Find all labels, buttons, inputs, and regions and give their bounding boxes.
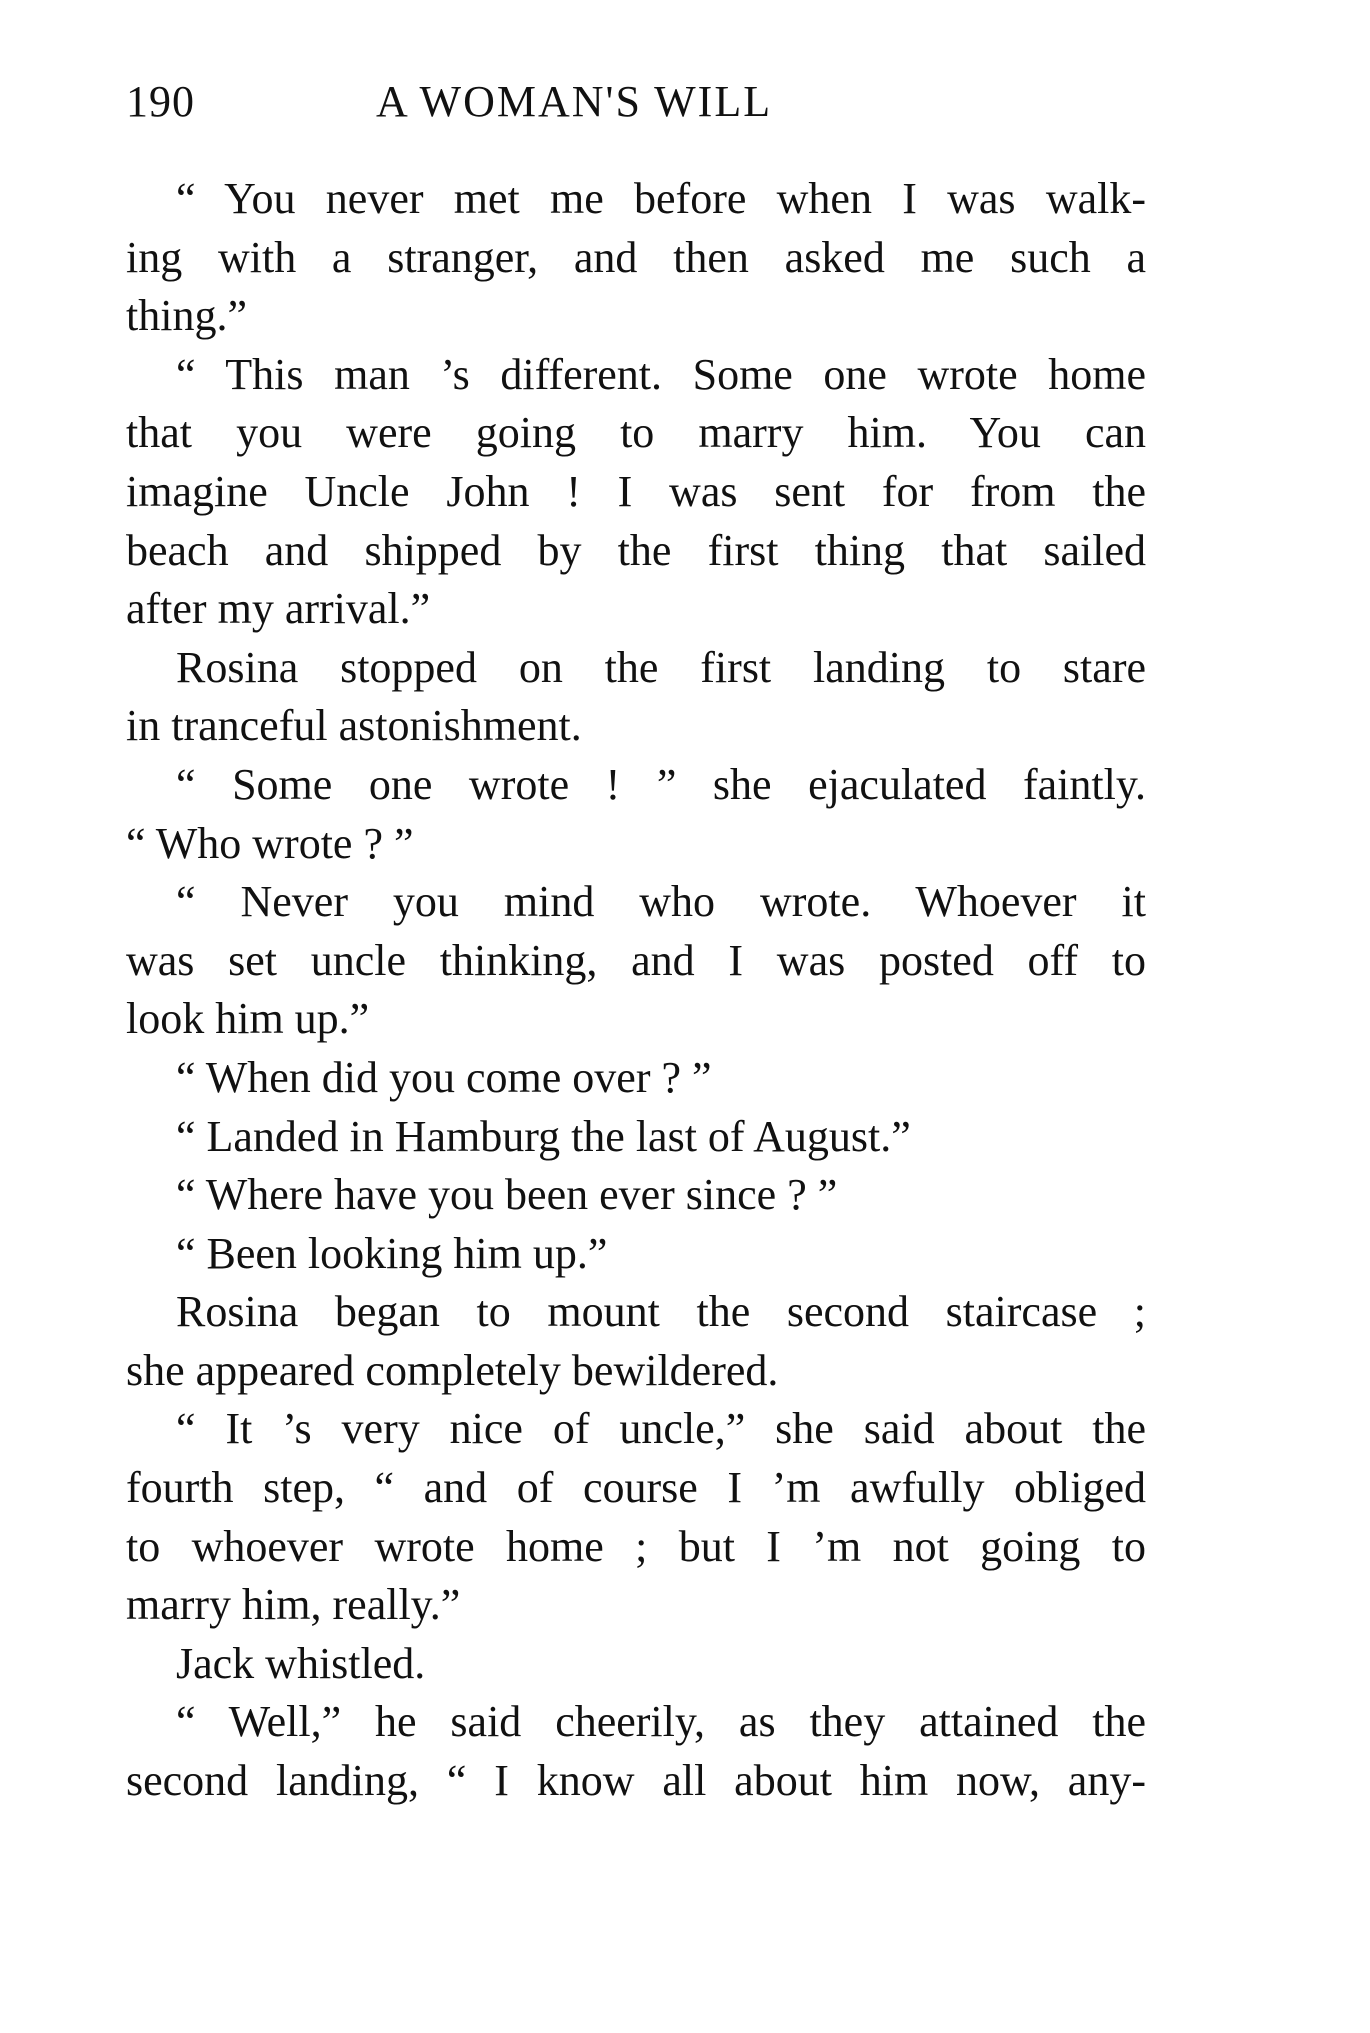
text-line: thing.” (126, 291, 247, 341)
text-line: in tranceful astonishment. (126, 701, 582, 751)
text-line: “ Well,” he said cheerily, as they attained the (176, 1697, 1146, 1747)
running-title: A WOMAN'S WILL (376, 77, 773, 126)
text-line: was set uncle thinking, and I was posted off to (126, 935, 1146, 985)
text-line: Jack whistled. (176, 1638, 426, 1688)
text-line: to whoever wrote home ; but I ’m not going to (126, 1521, 1146, 1571)
text-line: “ You never met me before when I was walk- (176, 174, 1146, 223)
text-line: “ It ’s very nice of uncle,” she said about the (176, 1404, 1146, 1454)
body-text (126, 170, 1146, 1811)
text-line: second landing, “ I know all about him now, any- (126, 1756, 1146, 1806)
text-line: she appeared completely bewildered. (126, 1345, 779, 1395)
text-line: “ Landed in Hamburg the last of August.” (176, 1111, 911, 1161)
text-line: “ Some one wrote ! ” she ejaculated faintly. (176, 759, 1146, 809)
text-line: fourth step, “ and of course I ’m awfully obliged (126, 1463, 1146, 1513)
text-line: “ Where have you been ever since ? ” (176, 1170, 838, 1220)
text-line: that you were going to marry him. You can (126, 408, 1146, 458)
text-line: marry him, really.” (126, 1580, 461, 1630)
text-line: beach and shipped by the first thing that sailed (126, 525, 1146, 575)
text-line: “ Who wrote ? ” (126, 818, 414, 868)
page-header (126, 72, 906, 132)
text-line: Rosina stopped on the first landing to stare (176, 642, 1146, 692)
text-line: imagine Uncle John ! I was sent for from the (126, 466, 1146, 516)
text-line: “ Never you mind who wrote. Whoever it (176, 877, 1146, 927)
text-line: Rosina began to mount the second staircase ; (176, 1287, 1146, 1337)
page-number: 190 (126, 77, 195, 126)
text-line: after my arrival.” (126, 584, 431, 634)
text-line: look him up.” (126, 994, 370, 1044)
text-line: ing with a stranger, and then asked me such a (126, 232, 1146, 282)
text-line: “ Been looking him up.” (176, 1228, 608, 1278)
text-line: “ This man ’s different. Some one wrote home (176, 349, 1146, 399)
text-line: “ When did you come over ? ” (176, 1052, 712, 1102)
